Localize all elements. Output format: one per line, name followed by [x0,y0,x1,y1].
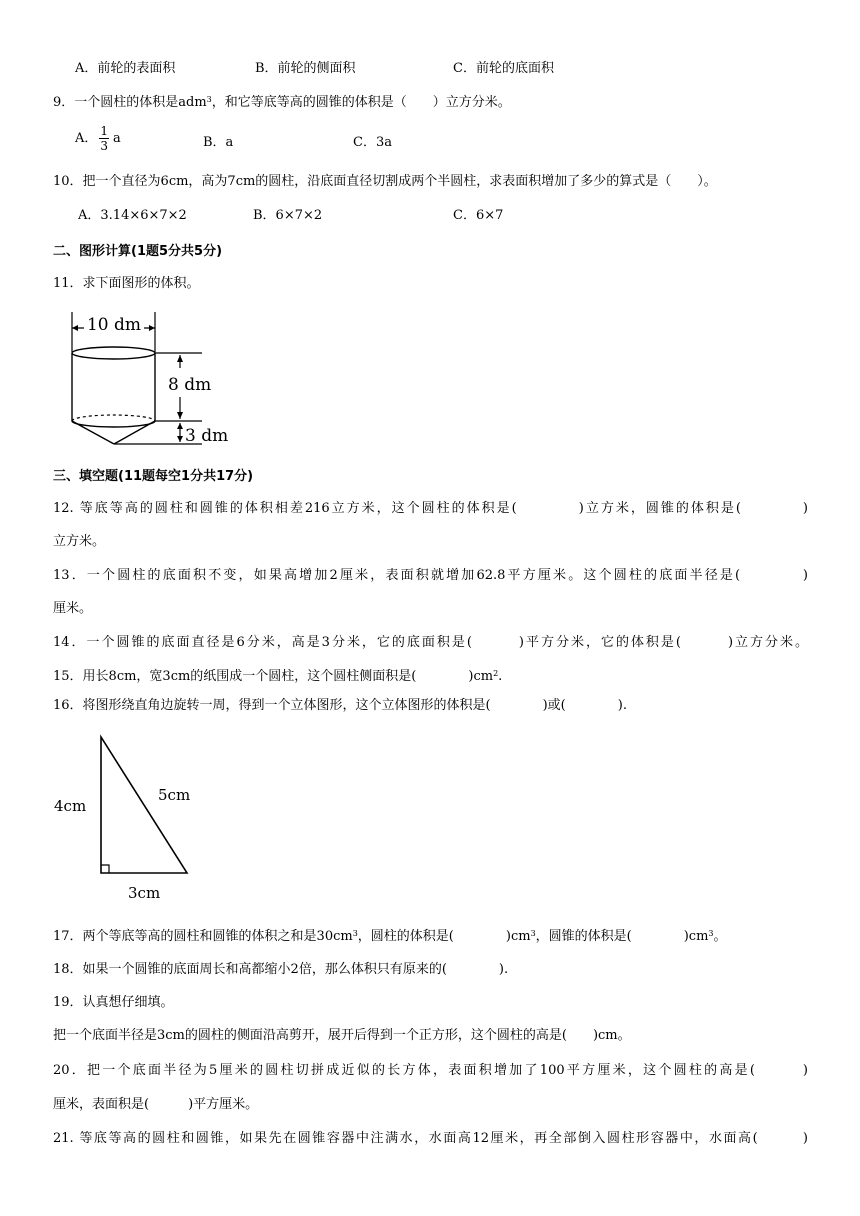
q16-question: 16．将图形绕直角边旋转一周，得到一个立体图形，这个立体图形的体积是( )或( ). [53,698,627,713]
q16-label-hypotenuse: 5cm [158,786,191,804]
q10-option-c: C．6×7 [453,208,504,223]
q19-line-2: 把一个底面半径是3cm的圆柱的侧面沿高剪开，展开后得到一个正方形，这个圆柱的高是( )cm。 [53,1028,631,1043]
q17-sup-1: 3 [352,929,358,938]
q16-label-leg-vertical: 4cm [54,797,87,815]
q17-text-3: ，圆锥的体积是( )cm [535,929,709,944]
q17-text-1: 17．两个等底等高的圆柱和圆锥的体积之和是30cm [53,929,353,944]
q12-line-2: 立方米。 [53,534,106,549]
q11-question: 11．求下面图形的体积。 [53,276,200,291]
q15-question [53,668,502,686]
q11-label-cone-height: 3 dm [185,426,229,446]
q20-line-1: 20．把一个底面半径为5厘米的圆柱切拼成近似的长方体，表面积增加了100平方厘米，这个圆柱的高是( ) [53,1063,808,1078]
q15-text-pre: 15．用长8cm，宽3cm的纸围成一个圆柱，这个圆柱侧面积是( )cm [53,669,494,684]
q15-text-post: . [498,669,503,684]
q13-line-2: 厘米。 [53,601,93,616]
q11-label-diameter: 10 dm [86,315,142,335]
q9-option-b: B．a [203,135,234,150]
q12-line-1: 12. 等底等高的圆柱和圆锥的体积相差216立方米，这个圆柱的体积是( )立方米，圆锥的体积是( ) [53,501,808,516]
q17-sup-3: 3 [708,929,714,938]
q9-option-a-var: a [113,131,121,146]
q8-option-a: A．前轮的表面积 [75,61,176,76]
q9-option-c: C．3a [353,135,392,150]
q10-option-a: A．3.14×6×7×2 [78,208,187,223]
q9-fraction [99,124,109,153]
q8-option-c: C．前轮的底面积 [453,61,554,76]
q9-option-a-label: A． [75,131,98,146]
q11-cylinder-cone-figure [62,308,242,448]
q9-fraction-numerator: 1 [100,124,109,138]
q16-right-triangle-figure [50,732,210,907]
q19-line-1: 19．认真想仔细填。 [53,995,174,1010]
q9-option-a [75,124,121,153]
q21-line-1: 21. 等底等高的圆柱和圆锥，如果先在圆锥容器中注满水，水面高12厘米，再全部倒入圆柱形容器中，水面高( ) [53,1131,808,1146]
section-2-title: 二、图形计算(1题5分共5分) [53,244,223,259]
q9-question [53,94,511,112]
q9-sup: 3 [206,95,212,104]
q14-question: 14．一个圆锥的底面直径是6分米，高是3分米，它的底面积是( )平方分米，它的体积是( )立方分米。 [53,635,808,650]
q20-line-2: 厘米，表面积是( )平方厘米。 [53,1097,259,1112]
q11-label-cylinder-height: 8 dm [168,375,212,395]
q9-fraction-denominator: 3 [100,139,109,153]
q18-question: 18．如果一个圆锥的底面周长和高都缩小2倍，那么体积只有原来的( ). [53,962,509,977]
q9-text-pre: 9．一个圆柱的体积是adm [53,95,207,110]
q17-text-4: 。 [713,929,727,944]
q17-text-2: ，圆柱的体积是( )cm [357,929,531,944]
q17-sup-2: 3 [530,929,536,938]
section-3-title: 三、填空题(11题每空1分共17分) [53,469,254,484]
q8-option-b: B．前轮的侧面积 [255,61,356,76]
q9-text-post: ，和它等底等高的圆锥的体积是（ ）立方分米。 [211,95,511,110]
q15-sup: 2 [493,669,499,678]
q13-line-1: 13．一个圆柱的底面积不变，如果高增加2厘米，表面积就增加62.8平方厘米。这个圆柱的底面半径是( ) [53,568,808,583]
q10-question: 10．把一个直径为6cm，高为7cm的圆柱，沿底面直径切割成两个半圆柱，求表面积增加了多少的算式是（ ）。 [53,174,717,189]
q17-question [53,928,727,946]
q10-option-b: B．6×7×2 [253,208,323,223]
q16-label-leg-horizontal: 3cm [128,884,161,902]
